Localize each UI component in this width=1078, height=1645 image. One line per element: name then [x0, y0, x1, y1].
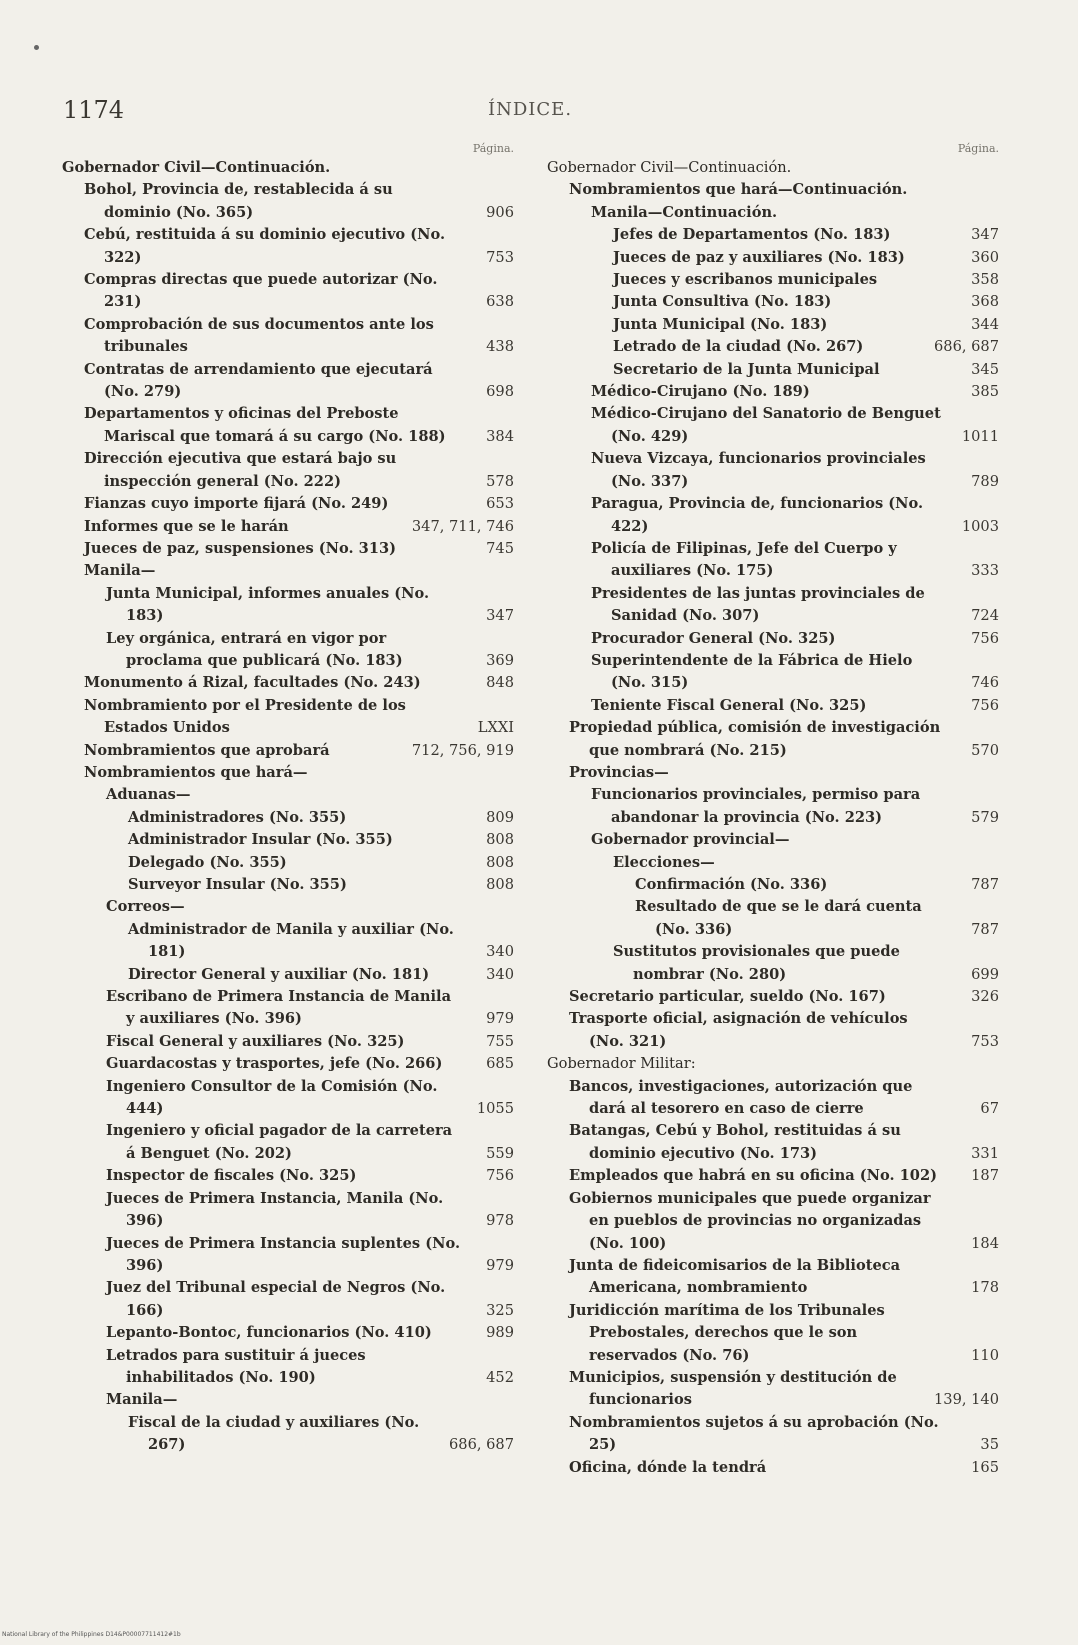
entry-text: Sustitutos provisionales que puede nombrar (No. 280) [613, 943, 900, 983]
entry-page: 979 [486, 1010, 514, 1028]
index-entry [547, 336, 999, 358]
entry-page: 808 [486, 876, 514, 893]
entry-text: Policía de Filipinas, Jefe del Cuerpo y auxiliares (No. 175) [591, 539, 897, 580]
entry-page: 345 [971, 360, 999, 378]
index-entry [62, 695, 514, 740]
index-entry [547, 784, 999, 829]
entry-text: Informes que se le harán [84, 517, 289, 535]
entry-page: 35 [980, 1436, 999, 1454]
index-entry [62, 964, 514, 986]
index-entry [547, 829, 999, 851]
index-entry [547, 717, 999, 762]
index-entry [547, 1008, 999, 1053]
entry-text: Guardacostas y trasportes, jefe (No. 266) [106, 1055, 443, 1073]
entry-page: 653 [486, 495, 514, 513]
entry-page: 347, 711, 746 [411, 517, 514, 535]
entry-text: Compras directas que puede autorizar (No. 231) [84, 271, 438, 311]
entry-text: Resultado de que se le dará cuenta (No. 336) [635, 898, 922, 938]
entry-text: Jefes de Departamentos (No. 183) [613, 226, 891, 244]
entry-text: Nombramientos que aprobará [84, 741, 330, 759]
entry-page: 753 [971, 1032, 999, 1050]
entry-page: 789 [971, 472, 999, 490]
index-entry [547, 314, 999, 336]
entry-page: 746 [971, 674, 999, 692]
entry-text: Nombramientos que hará— [84, 763, 308, 781]
entry-text: Fiscal General y auxiliares (No. 325) [106, 1032, 405, 1050]
entry-page: 978 [486, 1212, 514, 1230]
entry-page: 699 [971, 965, 999, 983]
entry-page: 755 [486, 1032, 514, 1050]
entry-page: 360 [971, 248, 999, 266]
index-entry [547, 1165, 999, 1187]
right-column-label: Página. [957, 142, 999, 155]
index-entry [547, 493, 999, 538]
entry-text: Dirección ejecutiva que estará bajo su inspección general (No. 222) [84, 450, 397, 490]
index-entry [547, 448, 999, 493]
index-entry [62, 538, 514, 560]
index-entry [62, 852, 514, 874]
left-column [62, 140, 514, 1457]
entry-text: Fiscal de la ciudad y auxiliares (No. 267) [128, 1413, 420, 1454]
entry-text: Ingeniero y oficial pagador de la carretera á Benguet (No. 202) [106, 1122, 453, 1162]
entry-page: 809 [486, 808, 514, 826]
index-entry [547, 695, 999, 717]
entry-page: 559 [486, 1144, 514, 1162]
entry-text: Elecciones— [613, 853, 715, 871]
index-entry [547, 650, 999, 695]
entry-page: 165 [971, 1458, 999, 1476]
index-entry [62, 1412, 514, 1457]
index-entry [62, 269, 514, 314]
entry-text: Gobernador Civil—Continuación. [547, 159, 792, 176]
index-entry [62, 896, 514, 918]
footer-watermark: National Library of the Philippines D14&P00007711412#1b [2, 1631, 181, 1638]
entry-page: 1011 [961, 427, 999, 445]
entry-text: Gobernador Civil—Continuación. [62, 159, 331, 176]
entry-text: Juez del Tribunal especial de Negros (No. 166) [106, 1279, 446, 1319]
index-entry [62, 403, 514, 448]
entry-text: Manila—Continuación. [591, 203, 778, 221]
entry-text: Oficina, dónde la tendrá [569, 1458, 767, 1476]
entry-text: Administradores (No. 355) [128, 808, 347, 826]
index-entry [547, 1300, 999, 1367]
index-entry [62, 807, 514, 829]
index-entry [62, 157, 514, 179]
index-entry [62, 784, 514, 806]
entry-page: 979 [486, 1256, 514, 1274]
index-entry [62, 1233, 514, 1278]
index-entry [547, 381, 999, 403]
entry-text: Jueces de paz, suspensiones (No. 313) [84, 539, 397, 557]
entry-text: Manila— [84, 562, 156, 580]
entry-page: 385 [971, 383, 999, 401]
entry-text: Junta de fideicomisarios de la Biblioteca Americana, nombramiento [569, 1256, 901, 1297]
entry-text: Gobiernos municipales que puede organizar en pueblos de provincias no organizadas (No. 100) [569, 1189, 931, 1252]
index-entry [62, 740, 514, 762]
index-entry [62, 829, 514, 851]
entry-page: 340 [486, 965, 514, 983]
index-entry [547, 1255, 999, 1300]
entry-text: Confirmación (No. 336) [635, 876, 828, 893]
entry-page: 808 [486, 853, 514, 871]
entry-page: 67 [980, 1100, 999, 1118]
entry-page: 333 [971, 562, 999, 580]
entry-text: Junta Consultiva (No. 183) [613, 293, 832, 311]
entry-text: Administrador Insular (No. 355) [128, 831, 393, 849]
index-entry [547, 291, 999, 313]
entry-text: Gobernador Militar: [547, 1055, 696, 1073]
entry-text: Juridicción marítima de los Tribunales Prebostales, derechos que le son reservados (No. 76) [569, 1301, 885, 1364]
entry-text: Ley orgánica, entrará en vigor por proclama que publicará (No. 183) [106, 629, 403, 669]
entry-text: Bohol, Provincia de, restablecida á su dominio (No. 365) [84, 181, 393, 221]
index-entry [547, 941, 999, 986]
entry-page: 686, 687 [934, 338, 999, 356]
index-entry [62, 583, 514, 628]
entry-text: Correos— [106, 898, 185, 916]
index-entry [547, 247, 999, 269]
page-title: ÍNDICE. [488, 99, 573, 120]
entry-text: Médico-Cirujano (No. 189) [591, 383, 810, 401]
index-entry [547, 874, 999, 896]
entry-text: Empleados que habrá en su oficina (No. 102) [569, 1167, 938, 1185]
entry-text: Escribano de Primera Instancia de Manila y auxiliares (No. 396) [106, 988, 452, 1028]
index-entry [547, 359, 999, 381]
index-entry [547, 538, 999, 583]
entry-page: 187 [971, 1167, 999, 1185]
entry-page: 685 [486, 1055, 514, 1073]
index-entry [547, 1053, 999, 1075]
entry-page: 578 [486, 472, 514, 490]
index-entry [62, 986, 514, 1031]
index-entry [62, 1053, 514, 1075]
entry-page: 110 [971, 1346, 999, 1364]
entry-page: 787 [971, 920, 999, 938]
entry-page: 340 [486, 943, 514, 961]
entry-text: Nueva Vizcaya, funcionarios provinciales (No. 337) [591, 450, 926, 490]
entry-text: Letrados para sustituir á jueces inhabilitados (No. 190) [106, 1346, 366, 1386]
index-entry [62, 1076, 514, 1121]
entry-page: 787 [971, 876, 999, 893]
index-entry [62, 224, 514, 269]
index-entry [62, 1389, 514, 1411]
entry-page: 368 [971, 293, 999, 311]
entry-page: 638 [486, 293, 514, 311]
entry-page: 712, 756, 919 [411, 741, 514, 759]
entry-page: 698 [486, 383, 514, 401]
entry-text: Propiedad pública, comisión de investigación que nombrará (No. 215) [569, 719, 941, 759]
entry-page: 848 [486, 674, 514, 692]
entry-page: 369 [486, 651, 514, 669]
left-entries [62, 157, 514, 1457]
entry-text: Jueces de Primera Instancia, Manila (No. 396) [106, 1189, 444, 1230]
entry-text: Cebú, restituida á su dominio ejecutivo (No. 322) [84, 226, 446, 266]
index-entry [547, 1076, 999, 1121]
index-entry [547, 1457, 999, 1479]
entry-text: Delegado (No. 355) [128, 853, 287, 871]
entry-text: Teniente Fiscal General (No. 325) [591, 696, 867, 714]
index-entry [62, 1165, 514, 1187]
entry-text: Municipios, suspensión y destitución de funcionarios [569, 1368, 897, 1409]
entry-page: 139, 140 [934, 1391, 999, 1409]
index-entry [62, 672, 514, 694]
entry-text: Batangas, Cebú y Bohol, restituidas á su dominio ejecutivo (No. 173) [569, 1122, 901, 1162]
entry-page: 384 [486, 427, 514, 445]
entry-page: 344 [971, 315, 999, 333]
entry-page: 1003 [961, 517, 999, 535]
entry-text: Manila— [106, 1391, 178, 1409]
entry-page: 579 [971, 808, 999, 826]
entry-page: 438 [486, 338, 514, 356]
index-entry [547, 1412, 999, 1457]
index-entry [62, 314, 514, 359]
entry-text: Jueces de Primera Instancia suplentes (No. 396) [106, 1234, 461, 1274]
index-entry [62, 1345, 514, 1390]
entry-page: 745 [486, 539, 514, 557]
entry-text: Surveyor Insular (No. 355) [128, 876, 347, 893]
entry-text: Nombramiento por el Presidente de los Estados Unidos [84, 696, 406, 737]
entry-text: Aduanas— [106, 786, 191, 804]
entry-text: Ingeniero Consultor de la Comisión (No. 444) [106, 1077, 438, 1118]
index-entry [547, 986, 999, 1008]
index-entry [62, 516, 514, 538]
entry-text: Inspector de fiscales (No. 325) [106, 1167, 357, 1185]
entry-text: Letrado de la ciudad (No. 267) [613, 338, 864, 356]
entry-page: 989 [486, 1324, 514, 1342]
entry-page: 358 [971, 271, 999, 289]
index-entry [547, 1367, 999, 1412]
right-column [547, 140, 999, 1479]
index-entry [62, 1188, 514, 1233]
right-entries [547, 157, 999, 1479]
index-entry [547, 1188, 999, 1255]
entry-page: 452 [486, 1368, 514, 1386]
entry-page: 808 [486, 831, 514, 849]
entry-text: Comprobación de sus documentos ante los tribunales [84, 315, 434, 356]
entry-text: Nombramientos que hará—Continuación. [569, 181, 908, 199]
index-entry [547, 628, 999, 650]
entry-page: 347 [486, 607, 514, 625]
entry-text: Junta Municipal, informes anuales (No. 183) [106, 584, 430, 625]
index-entry [62, 1031, 514, 1053]
entry-text: Departamentos y oficinas del Preboste Mariscal que tomará á su cargo (No. 188) [84, 405, 446, 445]
index-entry [547, 896, 999, 941]
entry-text: Gobernador provincial— [591, 831, 790, 849]
entry-text: Procurador General (No. 325) [591, 629, 836, 647]
entry-page: 756 [486, 1167, 514, 1185]
entry-text: Superintendente de la Fábrica de Hielo (No. 315) [591, 651, 913, 692]
index-entry [547, 1120, 999, 1165]
entry-text: Jueces y escribanos municipales [613, 271, 878, 289]
entry-page: 1055 [476, 1100, 514, 1118]
index-entry [547, 852, 999, 874]
index-entry [62, 1120, 514, 1165]
entry-page: 724 [971, 607, 999, 625]
entry-text: Bancos, investigaciones, autorización que dará al tesorero en caso de cierre [569, 1077, 913, 1118]
index-entry [62, 179, 514, 224]
index-entry [62, 448, 514, 493]
entry-text: Contratas de arrendamiento que ejecutará (No. 279) [84, 360, 433, 401]
entry-page: 570 [971, 741, 999, 759]
index-entry [62, 493, 514, 515]
entry-page: 753 [486, 248, 514, 266]
entry-text: Médico-Cirujano del Sanatorio de Benguet (No. 429) [591, 405, 941, 445]
index-entry [62, 560, 514, 582]
entry-text: Funcionarios provinciales, permiso para abandonar la provincia (No. 223) [591, 786, 921, 826]
left-column-label: Página. [472, 142, 514, 155]
entry-text: Jueces de paz y auxiliares (No. 183) [613, 248, 905, 266]
index-entry [62, 1322, 514, 1344]
entry-page: 325 [486, 1301, 514, 1319]
entry-page: 347 [971, 226, 999, 244]
entry-text: Director General y auxiliar (No. 181) [128, 965, 430, 983]
index-entry [547, 202, 999, 224]
index-entry [62, 919, 514, 964]
entry-text: Fianzas cuyo importe fijará (No. 249) [84, 495, 389, 513]
entry-text: Paragua, Provincia de, funcionarios (No. 422) [591, 495, 924, 535]
entry-page: 184 [971, 1234, 999, 1252]
entry-text: Lepanto-Bontoc, funcionarios (No. 410) [106, 1324, 432, 1342]
ink-speck [34, 45, 39, 50]
index-entry [62, 874, 514, 896]
index-entry [547, 269, 999, 291]
index-entry [547, 583, 999, 628]
entry-page: 906 [486, 203, 514, 221]
index-entry [62, 762, 514, 784]
entry-text: Presidentes de las juntas provinciales de Sanidad (No. 307) [591, 584, 925, 625]
entry-text: Administrador de Manila y auxiliar (No. 181) [128, 920, 454, 961]
index-entry [547, 762, 999, 784]
entry-page: 686, 687 [449, 1436, 514, 1454]
entry-text: Trasporte oficial, asignación de vehículos (No. 321) [569, 1010, 908, 1050]
index-entry [62, 628, 514, 673]
index-entry [547, 403, 999, 448]
entry-text: Monumento á Rizal, facultades (No. 243) [84, 674, 421, 692]
index-entry [62, 359, 514, 404]
index-entry [547, 179, 999, 201]
entry-text: Secretario particular, sueldo (No. 167) [569, 988, 886, 1006]
index-entry [547, 224, 999, 246]
entry-page: 756 [971, 696, 999, 714]
entry-page: 326 [971, 988, 999, 1006]
entry-page: 331 [971, 1144, 999, 1162]
entry-page: 178 [971, 1279, 999, 1297]
index-entry [62, 1277, 514, 1322]
entry-text: Junta Municipal (No. 183) [613, 315, 828, 333]
entry-text: Secretario de la Junta Municipal [613, 360, 880, 378]
entry-page: 756 [971, 629, 999, 647]
entry-page: LXXI [477, 719, 514, 737]
index-entry [547, 157, 999, 179]
page-number: 1174 [63, 96, 125, 124]
entry-text: Nombramientos sujetos á su aprobación (No. 25) [569, 1413, 939, 1454]
entry-text: Provincias— [569, 763, 669, 781]
